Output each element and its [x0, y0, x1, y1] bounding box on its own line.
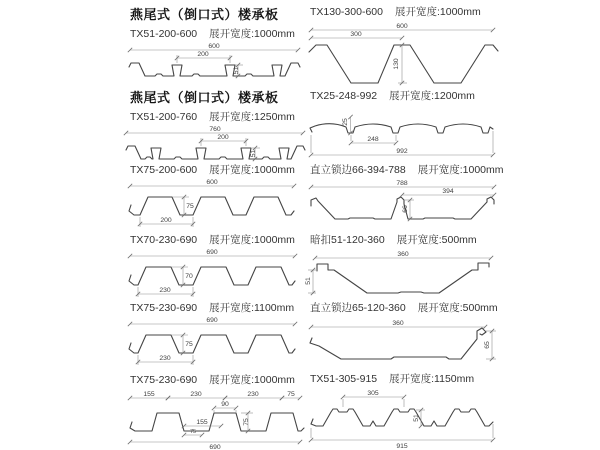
profile-title — [310, 371, 505, 386]
dim-label: 75 — [243, 418, 250, 426]
unfold-width-label: 展开宽度:1000mm — [209, 234, 295, 246]
dim-label: 788 — [396, 180, 408, 187]
dim-label: 248 — [367, 136, 379, 143]
profile-section-L5 — [122, 300, 312, 371]
dim-label: 90 — [221, 401, 229, 408]
dim-label: 200 — [197, 51, 209, 58]
dim-label: 230 — [190, 391, 202, 398]
dim-label: 992 — [396, 148, 408, 155]
dim-label: 75 — [189, 429, 197, 435]
profile-model: TX25-248-992 — [310, 90, 378, 102]
dim-label: 65 — [484, 341, 491, 349]
profile-section-L2 — [122, 87, 312, 172]
profile-outline — [317, 263, 489, 293]
dim-label: 75 — [186, 203, 194, 210]
profile-outline — [129, 63, 300, 76]
dim-label: 155 — [196, 419, 208, 426]
dim-label: 600 — [396, 23, 408, 30]
profile-drawing — [122, 249, 302, 303]
profile-model: TX130-300-600 — [310, 6, 383, 18]
unfold-width-label: 展开宽度:1000mm — [209, 164, 295, 176]
dim-label: 200 — [160, 217, 172, 224]
dim-label: 25 — [342, 118, 349, 126]
profile-model: 直立锁边65-120-360 — [310, 302, 406, 314]
dim-label: 690 — [209, 444, 221, 450]
profile-outline — [130, 413, 304, 431]
unfold-width-label: 展开宽度:1000mm — [209, 28, 295, 40]
profile-model: TX51-200-760 — [130, 111, 198, 123]
profile-drawing — [303, 249, 503, 303]
dim-label: 230 — [247, 391, 259, 398]
profile-outline — [126, 146, 305, 159]
profile-title — [310, 300, 505, 315]
profile-title — [310, 162, 505, 177]
dim-label: 600 — [206, 179, 218, 186]
unfold-width-label: 展开宽度:1200mm — [389, 90, 475, 102]
unfold-width-label: 展开宽度:1000mm — [417, 164, 504, 176]
profile-title — [130, 372, 314, 387]
profile-outline — [129, 197, 294, 215]
profile-section-R6 — [303, 371, 505, 450]
profile-outline — [129, 267, 295, 285]
dim-label: 300 — [350, 31, 362, 38]
section-header: 燕尾式（倒口式）楼承板 — [130, 7, 279, 22]
profile-outline — [309, 45, 498, 83]
unfold-width-label: 展开宽度:1150mm — [389, 373, 475, 385]
profile-section-L3 — [122, 162, 312, 233]
profile-model: 暗扣51-120-360 — [310, 234, 385, 246]
dim-label: 915 — [396, 443, 408, 450]
dim-label: 70 — [185, 273, 193, 280]
dim-label: 360 — [397, 251, 409, 258]
dim-label: 690 — [206, 317, 218, 324]
profile-drawing — [303, 179, 503, 234]
unfold-width-label: 展开宽度:1100mm — [209, 302, 295, 314]
profile-drawing — [122, 43, 305, 89]
dim-label: 305 — [367, 390, 379, 397]
profile-section-L4 — [122, 232, 312, 303]
profile-outline — [311, 409, 493, 426]
profile-title — [130, 109, 312, 124]
dim-label: 51 — [250, 149, 257, 158]
dim-label: 75 — [287, 391, 295, 398]
dim-label: 230 — [159, 287, 171, 294]
profile-drawing — [303, 317, 503, 369]
profile-section-R2 — [303, 88, 505, 163]
dim-label: 394 — [442, 188, 454, 195]
profile-title — [130, 26, 312, 41]
profile-model: 直立锁边66-394-788 — [310, 164, 406, 176]
profile-drawing — [303, 388, 503, 450]
profile-drawing — [122, 389, 310, 450]
dim-label: 690 — [206, 249, 218, 256]
dim-label: 760 — [209, 126, 221, 133]
unfold-width-label: 展开宽度:500mm — [417, 302, 498, 314]
dim-label: 75 — [185, 341, 193, 348]
dim-label: 51 — [233, 66, 240, 75]
profile-section-R5 — [303, 300, 505, 369]
profile-model: TX75-230-690 — [130, 374, 198, 386]
profile-section-L6 — [122, 372, 314, 450]
profile-model: TX75-230-690 — [130, 302, 198, 314]
profile-title — [310, 88, 505, 103]
profile-title — [130, 300, 312, 315]
profile-outline — [310, 328, 486, 359]
dim-label: 200 — [217, 134, 229, 141]
profile-model: TX51-305-915 — [310, 373, 378, 385]
unfold-width-label: 展开宽度:500mm — [396, 234, 477, 246]
section-header: 燕尾式（倒口式）楼承板 — [130, 90, 279, 105]
dim-label: 130 — [393, 58, 400, 70]
dim-label: 360 — [392, 320, 404, 327]
dim-label: 230 — [159, 355, 171, 362]
profile-model: TX51-200-600 — [130, 28, 198, 40]
profile-drawing — [122, 317, 302, 371]
dim-label: 600 — [208, 43, 220, 50]
profile-section-R1 — [303, 4, 505, 91]
unfold-width-label: 展开宽度:1000mm — [394, 6, 481, 18]
dim-label: 155 — [143, 391, 155, 398]
dim-label: 51 — [305, 277, 312, 285]
profile-section-R4 — [303, 232, 505, 303]
profile-title — [130, 162, 312, 177]
profile-title — [310, 4, 505, 19]
profile-outline — [129, 335, 295, 353]
profile-section-R3 — [303, 162, 505, 234]
unfold-width-label: 展开宽度:1000mm — [209, 374, 295, 386]
profile-drawing — [303, 21, 503, 91]
dim-label: 66 — [402, 205, 409, 213]
profile-drawing — [303, 105, 503, 163]
unfold-width-label: 展开宽度:1250mm — [209, 111, 295, 123]
profile-model: TX75-200-600 — [130, 164, 198, 176]
profile-model: TX70-230-690 — [130, 234, 198, 246]
profile-outline — [310, 124, 493, 133]
dim-label: 51 — [413, 414, 420, 422]
profile-title — [310, 232, 505, 247]
profile-drawing — [122, 179, 302, 233]
profile-section-L1 — [122, 4, 312, 89]
profile-title — [130, 232, 312, 247]
